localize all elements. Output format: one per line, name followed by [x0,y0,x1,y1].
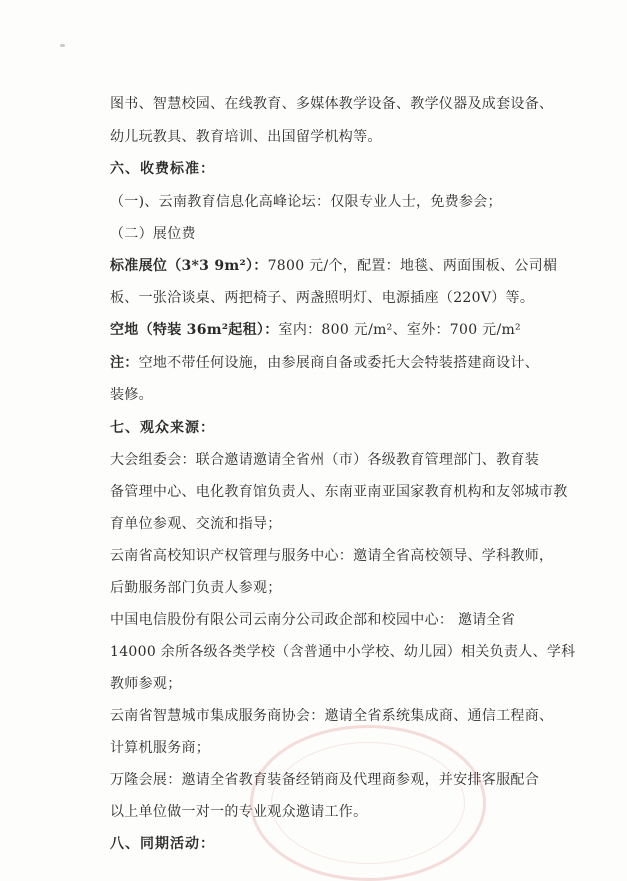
text-line [110,256,557,276]
text-line: 万隆会展：邀请全省教育装备经销商及代理商参观，并安排客服配合 [110,772,539,788]
text-line: 大会组委会：联合邀请邀请全省州（市）各级教育管理部门、教育装 [110,452,539,468]
text-line: 云南省高校知识产权管理与服务中心：邀请全省高校领导、学科教师， [110,548,554,564]
text-line: 板、一张洽谈桌、两把椅子、两盏照明灯、电源插座（220V）等。 [110,290,535,306]
section-heading-audience: 七、观众来源： [110,420,215,436]
text-line: 装修。 [110,387,153,403]
text-line: 云南省智慧城市集成服务商协会：邀请全省系统集成商、通信工程商、 [110,708,554,724]
standard-booth-label: 标准展位（3*3 9m²）： [110,258,268,274]
standard-booth-detail: 7800 元/个，配置：地毯、两面围板、公司楣 [267,258,558,274]
text-line: 14000 余所各级各类学校（含普通中小学校、幼儿园）相关负责人、学科 [110,644,576,660]
text-line: 幼儿玩教具、教育培训、出国留学机构等。 [110,129,382,145]
note-label: 注： [110,355,139,371]
text-line: 育单位参观、交流和指导； [110,516,282,532]
text-line: （二）展位费 [110,226,196,242]
text-line: （一)、云南教育信息化高峰论坛：仅限专业人士，免费参会； [110,194,502,210]
text-line: 后勤服务部门负责人参观； [110,580,282,596]
text-line [110,320,521,340]
text-line: 以上单位做一对一的专业观众邀请工作。 [110,804,368,820]
text-line: 备管理中心、电化教育馆负责人、东南亚南亚国家教育机构和友邻城市教 [110,484,568,500]
section-heading-fees: 六、收费标准： [110,161,215,177]
text-line: 教师参观； [110,676,182,692]
text-line: 中国电信股份有限公司云南分公司政企部和校园中心： 邀请全省 [110,612,516,628]
open-space-label: 空地（特装 36m²起租）： [110,322,279,338]
scan-speck [60,44,65,47]
note-text: 空地不带任何设施，由参展商自备或委托大会特装搭建商设计、 [138,355,540,371]
text-line [110,353,539,373]
section-heading-activities: 八、同期活动： [110,836,215,852]
text-line: 图书、智慧校园、在线教育、多媒体教学设备、教学仪器及成套设备、 [110,96,554,112]
open-space-price: 室内：800 元/m²、室外：700 元/m² [278,322,521,338]
text-line: 计算机服务商； [110,740,211,756]
